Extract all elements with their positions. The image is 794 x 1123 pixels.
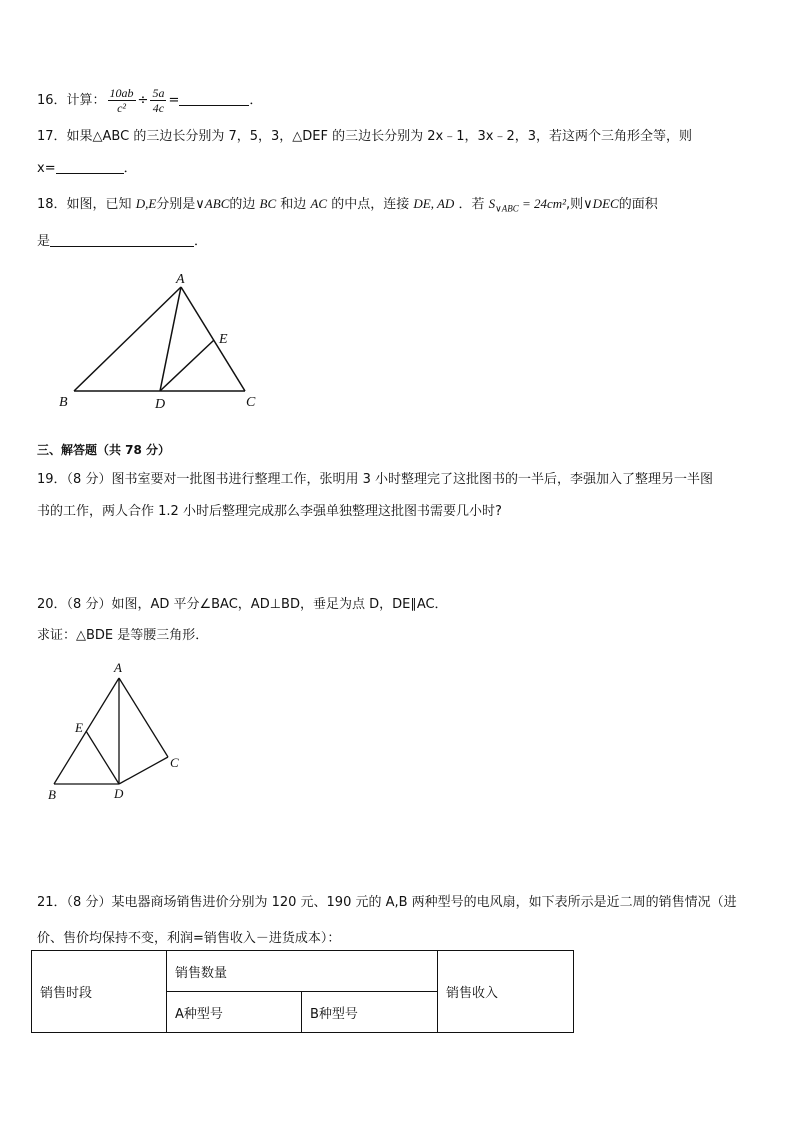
- q18-text: 的边: [229, 197, 256, 212]
- q17-prefix: x=: [37, 161, 56, 176]
- area-value: = 24cm²: [521, 196, 567, 211]
- triangle-figure-q18: [0, 0, 794, 420]
- area-symbol: S: [488, 196, 496, 211]
- q18-line2-end: ．: [194, 234, 208, 249]
- question-21-line-2: 价、售价均保持不变，利润=销售收入－进货成本）：: [37, 931, 341, 946]
- question-19-line-1: 19．（8 分）图书室要对一批图书进行整理工作，张明用 3 小时整理完了这批图书的一半后，李强加入了整理另一半图: [37, 472, 713, 487]
- question-20-line-2: 求证：△BDE 是等腰三角形．: [37, 628, 209, 643]
- equals-sign: =: [168, 93, 180, 108]
- triangle-figure-q20: [0, 650, 300, 810]
- divide-operator: ÷: [137, 93, 149, 108]
- sales-table: [31, 950, 574, 1033]
- q18-segments: DE, AD: [413, 196, 455, 211]
- label-c: C: [170, 755, 179, 770]
- q18-text: 和边: [280, 197, 307, 212]
- q18-points-de: D,E: [135, 196, 157, 211]
- q18-line2-prefix: 是: [37, 234, 51, 249]
- question-17-line-1: 17．如果△ABC 的三边长分别为 7，5，3，△DEF 的三边长分别为 2x﹣1，3x﹣2，3，若这两个三角形全等，则: [37, 129, 692, 144]
- segment-ab: [74, 287, 181, 391]
- segment-ac: [119, 678, 168, 757]
- fraction-2-numerator: 5a: [152, 86, 165, 100]
- q18-triangle-dec: ∨DEC: [583, 196, 619, 211]
- label-b: B: [59, 395, 68, 410]
- area-subscript: ∨ABC: [495, 203, 519, 214]
- header-revenue: 销售收入: [438, 951, 574, 1033]
- q18-text: ．若: [458, 197, 485, 212]
- q16-end: ．: [249, 93, 263, 108]
- q16-prefix: 16．计算：: [37, 93, 106, 108]
- label-e: E: [219, 332, 228, 347]
- label-a: A: [176, 272, 185, 287]
- segment-ad: [160, 287, 181, 391]
- question-19-line-2: 书的工作，两人合作 1.2 小时后整理完成那么李强单独整理这批图书需要几小时?: [37, 504, 502, 519]
- label-d: D: [114, 786, 124, 801]
- label-a: A: [114, 660, 122, 675]
- segment-ac: [181, 287, 245, 391]
- q18-triangle-abc: ∨ABC: [195, 196, 230, 211]
- segment-ed: [86, 731, 119, 784]
- fraction-1-denominator: c²: [117, 101, 127, 115]
- question-20-line-1: 20．（8 分）如图，AD 平分∠BAC，AD⊥BD，垂足为点 D，DE∥AC．: [37, 597, 448, 612]
- q18-text: 分别是: [156, 197, 196, 212]
- question-21-line-1: 21．（8 分）某电器商场销售进价分别为 120 元、190 元的 A,B 两种型号的电风扇，如下表所示是近二周的销售情况（进: [37, 895, 737, 910]
- q18-text: 18．如图，已知: [37, 197, 132, 212]
- q17-end: ．: [123, 161, 137, 176]
- segment-dc: [119, 757, 168, 784]
- q18-side-ac: AC: [310, 196, 328, 211]
- subheader-type-a: A种型号: [167, 992, 302, 1033]
- q18-side-bc: BC: [259, 196, 277, 211]
- q18-text: 的中点，连接: [331, 197, 410, 212]
- section-3-heading: 三、解答题（共 78 分）: [37, 443, 171, 457]
- fraction-2-denominator: 4c: [152, 101, 165, 115]
- header-quantity: 销售数量: [167, 951, 438, 992]
- fraction-1-numerator: 10ab: [109, 86, 134, 100]
- q18-text: ,则: [566, 197, 584, 212]
- q18-text: 的面积: [618, 197, 658, 212]
- label-c: C: [246, 395, 256, 410]
- label-e: E: [75, 720, 83, 735]
- subheader-type-b: B种型号: [302, 992, 438, 1033]
- label-d: D: [155, 397, 166, 412]
- header-period: 销售时段: [32, 951, 167, 1033]
- label-b: B: [48, 787, 56, 802]
